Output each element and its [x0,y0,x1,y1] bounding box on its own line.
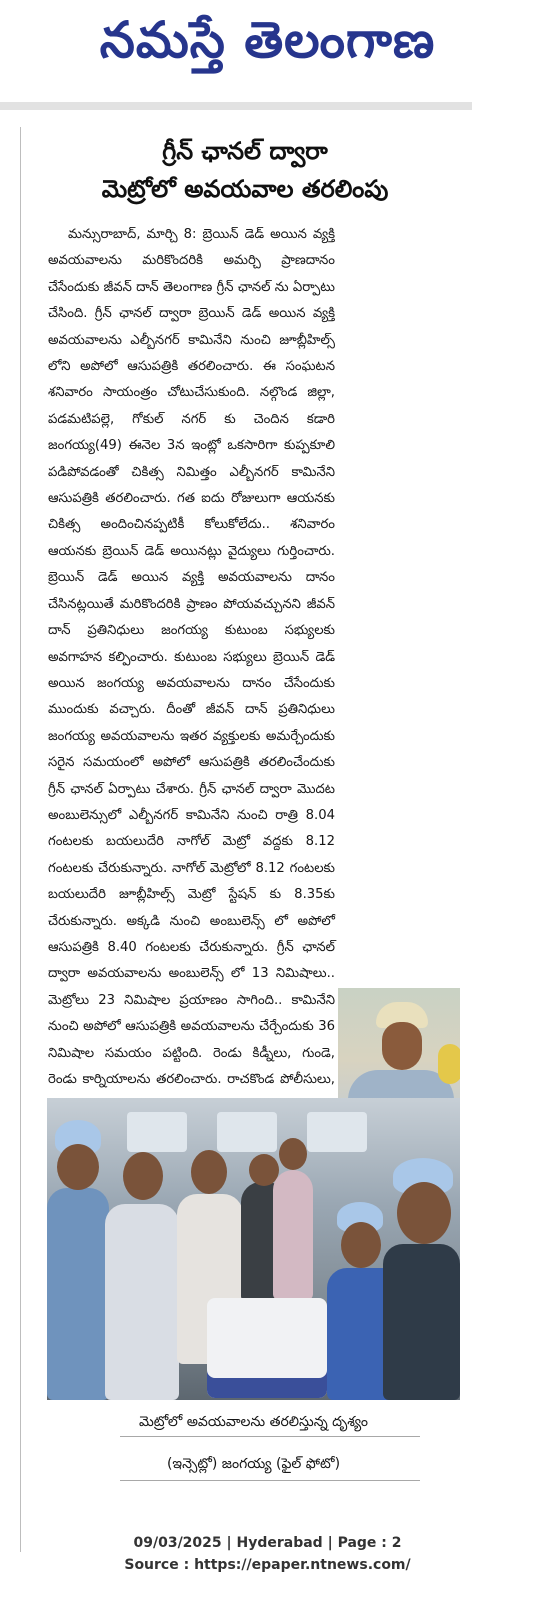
inset-caption: (ఇన్సెట్లో) జంగయ్య (ఫైల్ ఫోటో) [166,1456,341,1472]
photo-head [191,1150,227,1194]
page-footer [0,1532,535,1576]
masthead-divider [0,102,472,110]
photo-head [341,1222,381,1268]
newspaper-logo: నమస్తే తెలంగాణ [99,11,436,69]
photo-head [57,1144,99,1190]
main-photo [47,1098,460,1400]
photo-head [397,1182,451,1244]
photo-person [273,1170,313,1300]
metro-window [217,1112,277,1152]
article-body-text: మన్సురాబాద్, మార్చి 8: బ్రెయిన్ డెడ్ అయిన వ్యక్తి అవయవాలను మరికొందరికి అమర్చి ప్రాణదానం చేసేందుకు జీవన్ దాన్ తెలంగాణ గ్రీన్ ఛానల్ ను ఏర్పాటు చేసింది. గ్రీన్ ఛానల్ ద్వారా బ్రెయిన్ డెడ్ అయిన వ్యక్తి అవయవాలను ఎల్బీనగర్ కామినేని నుంచి జూబ్లీహిల్స్ లోని అపోలో ఆసుపత్రికి తరలించారు. ఈ సంఘటన శనివారం సాయంత్రం చోటుచేసుకుంది. నల్గొండ జిల్లా, పడమటిపల్లె, గోకుల్ నగర్ కు చెందిన కడారి జంగయ్య(49) ఈనెల 3న ఇంట్లో ఒకసారిగా కుప్పకూలి పడిపోవడంతో చికిత్స నిమిత్తం ఎల్బీనగర్ కామినేని ఆసుపత్రికి తరలించారు. గత ఐదు రోజులుగా ఆయనకు చికిత్స అందించినప్పటికీ కోలుకోలేదు.. శనివారం ఆయనకు బ్రెయిన్ డెడ్ అయినట్లు వైద్యులు గుర్తించారు. బ్రెయిన్ డెడ్ అయిన వ్యక్తి అవయవాలను దానం చేసినట్లయితే మరికొందరికి ప్రాణం పోయవచ్చునని జీవన్ దాన్ ప్రతినిధులు జంగయ్య కుటుంబ సభ్యులకు అవగాహన కల్పించారు. కుటుంబ సభ్యులు బ్రెయిన్ డెడ్ అయిన జంగయ్య అవయవాలను దానం చేసేందుకు ముందుకు వచ్చారు. దీంతో జీవన్ దాన్ ప్రతినిధులు జంగయ్య అవయవాలను ఇతర వ్యక్తులకు అమర్చేందుకు సరైన సమయంలో అపోలో ఆసుపత్రికి తరలించేందుకు గ్రీన్ ఛానల్ ఏర్పాటు చేశారు. గ్రీన్ ఛానల్ ద్వారా మొదట అంబులెన్సులో ఎల్బీనగర్ కామినేని నుంచి రాత్రి 8.04 గంటలకు బయలుదేరి నాగోల్ మెట్రో వద్దకు 8.12 గంటలకు చేరుకున్నారు. నాగోల్ మెట్రోలో 8.12 గంటలకు బయలుదేరి జూబ్లీహిల్స్ మెట్రో స్టేషన్ కు 8.35కు చేరుకున్నారు. అక్కడి నుంచి అంబులెన్స్ లో అపోలో ఆసుపత్రికి 8.40 గంటలకు చేరుకున్నారు. గ్రీన్ ఛానల్ ద్వారా అవయవాలను అంబులెన్స్ లో 13 నిమిషాలు.. మెట్రోలు 23 నిమిషాల ప్రయాణం సాగింది.. కామినేని నుంచి అపోలో ఆసుపత్రికి అవయవాలను చేర్చేందుకు 36 నిమిషాల సమయం పట్టింది. రెండు కిడ్నీలు, గుండె, రెండు కార్నియాలను తరలించారు. రాచకొండ పోలీసులు, [48,227,335,1087]
footer-source: Source : https://epaper.ntnews.com/ [124,1557,411,1573]
photo-head [279,1138,307,1170]
footer-date-edition: 09/03/2025 | Hyderabad | Page : 2 [133,1535,402,1551]
article-headline [30,132,460,208]
metro-window [307,1112,367,1152]
caption-divider [120,1436,420,1437]
caption-divider [120,1480,420,1481]
column-divider [20,127,21,1552]
photo-person [105,1204,179,1400]
masthead [0,0,535,105]
photo-head [123,1152,163,1200]
photo-caption: మెట్రోలో అవయవాలను తరలిస్తున్న దృశ్యం [138,1414,369,1430]
organ-transport-box [207,1298,327,1398]
inset-flowers [438,1044,460,1084]
headline-line-1: గ్రీన్ ఛానల్ ద్వారా [162,137,328,165]
headline-line-2: మెట్రోలో అవయవాల తరలింపు [101,175,389,203]
metro-window [127,1112,187,1152]
photo-person [47,1188,109,1400]
inset-face [382,1022,422,1070]
photo-person [383,1244,460,1400]
